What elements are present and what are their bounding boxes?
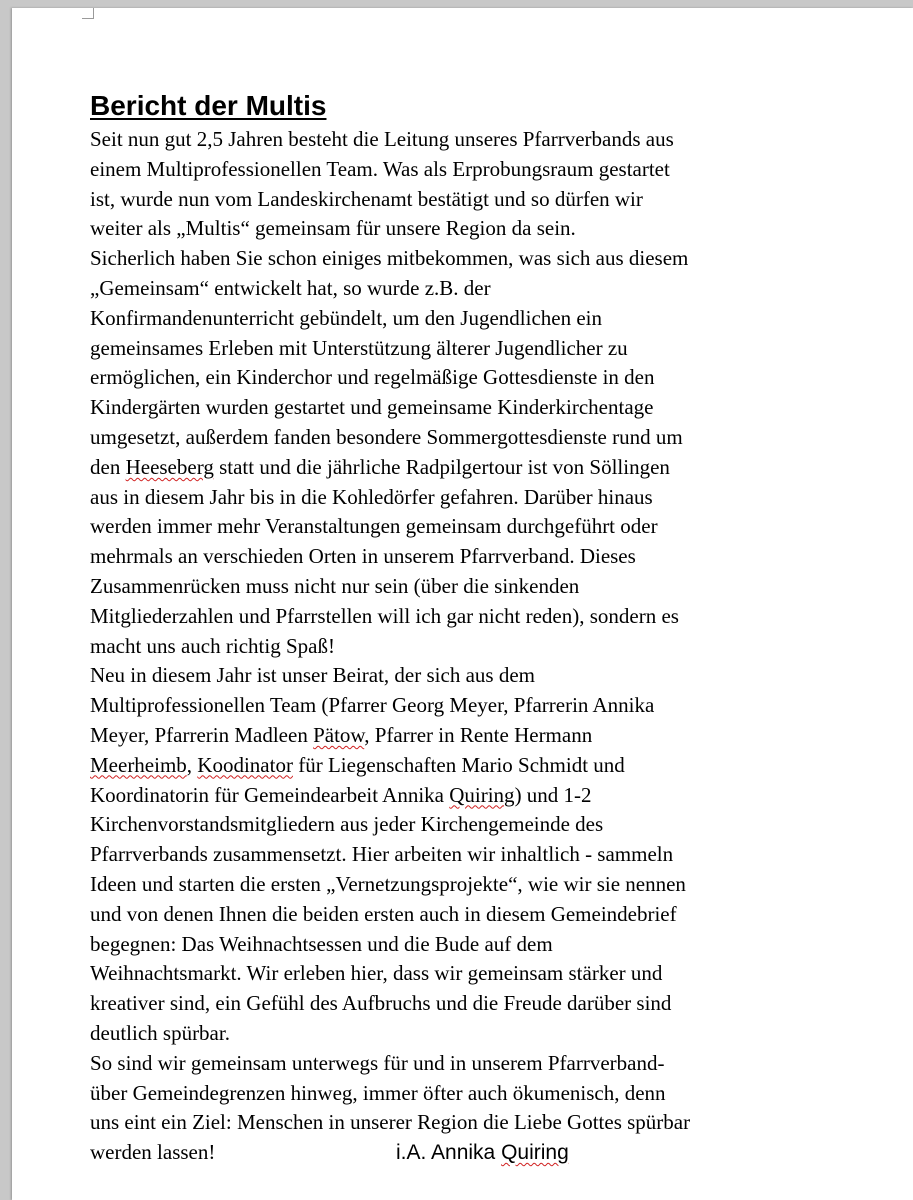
text-segment: So sind wir gemeinsam unterwegs für und in unserem Pfarrverband- [90,1050,665,1075]
text-segment: Meyer, Pfarrerin Madleen [90,722,314,747]
text-segment: „Gemeinsam“ entwickelt hat, so wurde z.B. der [90,275,491,300]
text-segment: mehrmals an verschieden Orten in unserem Pfarrverband. Dieses [90,544,636,569]
text-segment: werden immer mehr Veranstaltungen gemeinsam durchgeführt oder [90,514,658,539]
text-segment: macht uns auch richtig Spaß! [90,633,335,658]
spellcheck-word: Heeseberg [125,454,214,479]
text-segment: gemeinsames Erleben mit Unterstützung älterer Jugendlicher zu [90,335,628,360]
signature-name: Quiring [501,1141,569,1165]
signature [396,1138,569,1168]
text-segment: Ideen und starten die ersten „Vernetzungsprojekte“, wie wir sie nennen [90,871,686,896]
text-line [90,959,890,989]
spellcheck-word: Quiring [449,782,515,807]
text-line [90,393,890,423]
document-body [90,88,890,1168]
text-segment: ist, wurde nun vom Landeskirchenamt bestätigt und so dürfen wir [90,186,643,211]
spellcheck-word: Meerheimb [90,752,187,777]
text-segment: , Pfarrer in Rente Hermann [364,722,593,747]
text-segment: einem Multiprofessionellen Team. Was als Erprobungsraum gestartet [90,156,670,181]
text-line [90,1049,890,1079]
text-segment: Konfirmandenunterricht gebündelt, um den Jugendlichen ein [90,305,603,330]
text-segment: Zusammenrücken muss nicht nur sein (über die sinkenden [90,573,580,598]
text-segment: Kirchenvorstandsmitgliedern aus jeder Kirchengemeinde des [90,812,604,837]
document-page [12,8,913,1200]
text-line [90,304,890,334]
paragraph [90,125,890,244]
signature-prefix: i.A. Annika [396,1141,502,1165]
spellcheck-word: Pätow [313,722,365,747]
text-line [90,363,890,393]
text-line [90,661,890,691]
text-segment: uns eint ein Ziel: Menschen in unserer Region die Liebe Gottes spürbar [90,1110,691,1135]
text-line [90,423,890,453]
text-line [90,572,890,602]
text-segment: über Gemeindegrenzen hinweg, immer öfter auch ökumenisch, denn [90,1080,666,1105]
text-segment: Pfarrverbands zusammensetzt. Hier arbeiten wir inhaltlich - sammeln [90,842,674,867]
text-line [90,1019,890,1049]
text-segment: Kindergärten wurden gestartet und gemeinsame Kinderkirchentage [90,395,654,420]
text-line [90,214,890,244]
text-line [90,810,890,840]
text-segment: den [90,454,126,479]
text-segment: deutlich spürbar. [90,1020,230,1045]
text-segment: Mitgliederzahlen und Pfarrstellen will ich gar nicht reden), sondern es [90,603,679,628]
text-segment: aus in diesem Jahr bis in die Kohledörfer gefahren. Darüber hinaus [90,484,653,509]
text-segment: Weihnachtsmarkt. Wir erleben hier, dass wir gemeinsam stärker und [90,961,663,986]
paragraph-container [90,125,890,1138]
text-segment: begegnen: Das Weihnachtsessen und die Bude auf dem [90,931,553,956]
text-line [90,512,890,542]
text-line [90,870,890,900]
text-line [90,602,890,632]
text-segment: umgesetzt, außerdem fanden besondere Sommergottesdienste rund um [90,424,683,449]
text-line [90,185,890,215]
text-line [90,244,890,274]
text-line [90,721,890,751]
text-segment: und von denen Ihnen die beiden ersten auch in diesem Gemeindebrief [90,901,677,926]
text-segment: Sicherlich haben Sie schon einiges mitbekommen, was sich aus diesem [90,246,689,271]
text-segment: ) und 1-2 [514,782,592,807]
text-line [90,989,890,1019]
text-segment: kreativer sind, ein Gefühl des Aufbruchs und die Freude darüber sind [90,991,672,1016]
text-line [90,900,890,930]
text-line [90,274,890,304]
text-line [90,751,890,781]
text-line [90,840,890,870]
text-line [90,483,890,513]
text-segment: für Liegenschaften Mario Schmidt und [292,752,625,777]
text-segment: ermöglichen, ein Kinderchor und regelmäßige Gottesdienste in den [90,365,655,390]
text-line [90,781,890,811]
closing-text: werden lassen! [90,1140,216,1165]
text-line [90,1108,890,1138]
text-line [90,542,890,572]
text-segment: Seit nun gut 2,5 Jahren besteht die Leitung unseres Pfarrverbands aus [90,127,674,151]
text-segment: Neu in diesem Jahr ist unser Beirat, der sich aus dem [90,663,535,688]
spellcheck-word: Koodinator [197,752,293,777]
text-segment: weiter als „Multis“ gemeinsam für unsere Region da sein. [90,216,576,241]
text-line [90,453,890,483]
paragraph [90,244,890,661]
text-segment: statt und die jährliche Radpilgertour ist von Söllingen [213,454,670,479]
text-line [90,1079,890,1109]
text-line [90,930,890,960]
text-line [90,691,890,721]
paragraph [90,661,890,1048]
text-line [90,125,890,155]
text-line [90,334,890,364]
document-title: Bericht der Multis [90,90,327,121]
paragraph [90,1049,890,1138]
text-line [90,632,890,662]
text-segment: , [186,752,198,777]
page-corner-mark [82,8,94,19]
text-segment: Multiprofessionellen Team (Pfarrer Georg Meyer, Pfarrerin Annika [90,693,655,718]
text-line [90,155,890,185]
text-segment: Koordinatorin für Gemeindearbeit Annika [90,782,450,807]
closing-line [90,1138,890,1168]
